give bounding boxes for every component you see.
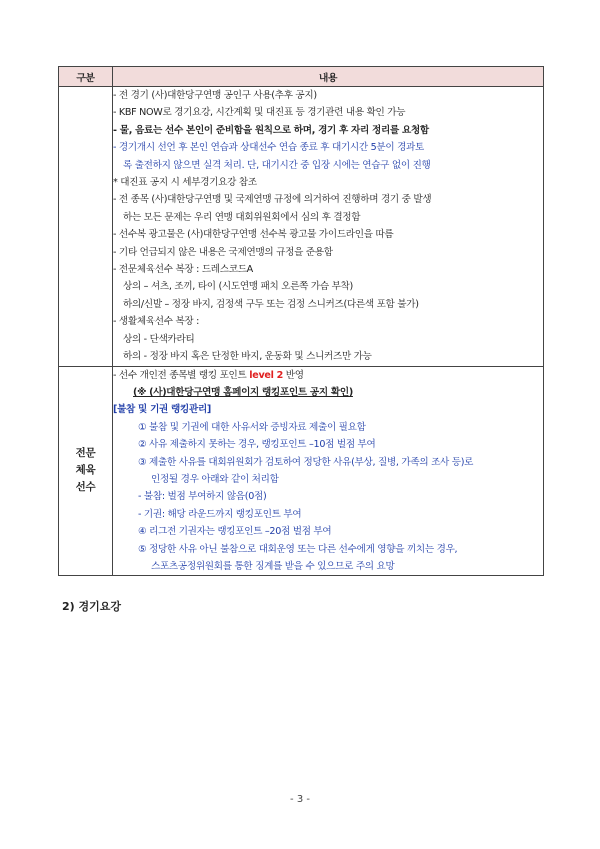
header-category: 구분 [59,67,113,87]
row1-line: 하의/신발 – 정장 바지, 검정색 구두 또는 검정 스니커즈(다른색 포함 불가) [123,298,419,310]
header-content: 내용 [113,67,544,87]
absence-item: ② 사유 제출하지 못하는 경우, 랭킹포인트 –10점 벌점 부여 [138,439,376,451]
absence-item: - 기권: 해당 라운드까지 랭킹포인트 부여 [138,508,302,520]
ranking-point-line [113,367,543,384]
ranking-point-suffix: 반영 [283,369,304,381]
absence-item: ⑤ 정당한 사유 아닌 불참으로 대회운영 또는 다른 선수에게 영향을 끼치는 경우, [138,543,458,555]
table-header-row [59,67,544,87]
absence-item: ④ 리그전 기권자는 랭킹포인트 –20점 벌점 부여 [138,526,332,538]
ranking-point-prefix: - 선수 개인전 종목별 랭킹 포인트 [113,369,250,381]
absence-item: ① 불참 및 기권에 대한 사유서와 증빙자료 제출이 필요함 [138,421,366,433]
row1-line: - KBF NOW로 경기요강, 시간계획 및 대진표 등 경기관련 내용 확인 가능 [113,107,406,119]
table-row-pro-athletes [59,366,544,576]
absence-item: 인정될 경우 아래와 같이 처리함 [151,473,279,485]
absence-heading: [불참 및 기권 랭킹관리] [113,404,211,416]
row1-line: - 전 경기 (사)대한당구연맹 공인구 사용(추후 공지) [113,90,317,101]
row1-line: * 대진표 공지 시 세부경기요강 참조 [113,177,257,189]
absence-item: ③ 제출한 사유를 대회위원회가 검토하여 정당한 사유(부상, 질병, 가족의 조사 등)로 [138,456,474,468]
row2-content [113,366,544,576]
row1-line: - 전문체육선수 복장 : 드레스코드A [113,264,253,276]
row1-category [59,87,113,367]
page-number: - 3 - [290,794,310,805]
row1-line: - 기타 언급되지 않은 내용은 국제연맹의 규정을 준용함 [113,246,333,258]
row1-line: 상의 - 단색카라티 [123,333,195,345]
row2-category-line: 선수 [75,481,96,494]
row2-category-line: 체육 [75,464,96,477]
row1-line: - 전 종목 (사)대한당구연맹 및 국제연맹 규정에 의거하여 진행하며 경기 중 발생 [113,194,432,206]
section-title: 2) 경기요강 [62,600,122,613]
row1-line: 하는 모든 문제는 우리 연맹 대회위원회에서 심의 후 결정함 [123,211,361,223]
row2-category-line: 전문 [75,447,96,460]
row1-line: - 선수복 광고물은 (사)대한당구연맹 선수복 광고물 가이드라인을 따름 [113,229,394,241]
row1-line: - 물, 음료는 선수 본인이 준비함을 원칙으로 하며, 경기 후 자리 정리를 요청함 [113,124,429,136]
absence-item: 스포츠공정위원회를 통한 징계를 받을 수 있으므로 주의 요망 [151,560,395,572]
ranking-level-label: level 2 [249,369,284,381]
row1-line: - 경기개시 선언 후 본인 연습과 상대선수 연습 종료 후 대기시간 5분이 경과토 [113,142,424,154]
homepage-notice-line: (※ (사)대한당구연맹 홈페이지 랭킹포인트 공지 확인) [133,386,353,398]
row2-category [59,366,113,576]
row1-line: - 생활체육선수 복장 : [113,316,200,328]
table-row-general [59,87,544,367]
row1-line: 록 출전하지 않으면 실격 처리. 단, 대기시간 중 입장 시에는 연습구 없이 진행 [123,159,431,171]
row1-content [113,87,544,367]
absence-item: - 불참: 벌점 부여하지 않음(0점) [138,491,267,503]
row1-line: 상의 – 셔츠, 조끼, 타이 (시도연맹 패치 오른쪽 가슴 부착) [123,281,353,293]
rules-table [58,66,544,576]
row1-line: 하의 - 정장 바지 혹은 단정한 바지, 운동화 및 스니커즈만 가능 [123,351,372,363]
